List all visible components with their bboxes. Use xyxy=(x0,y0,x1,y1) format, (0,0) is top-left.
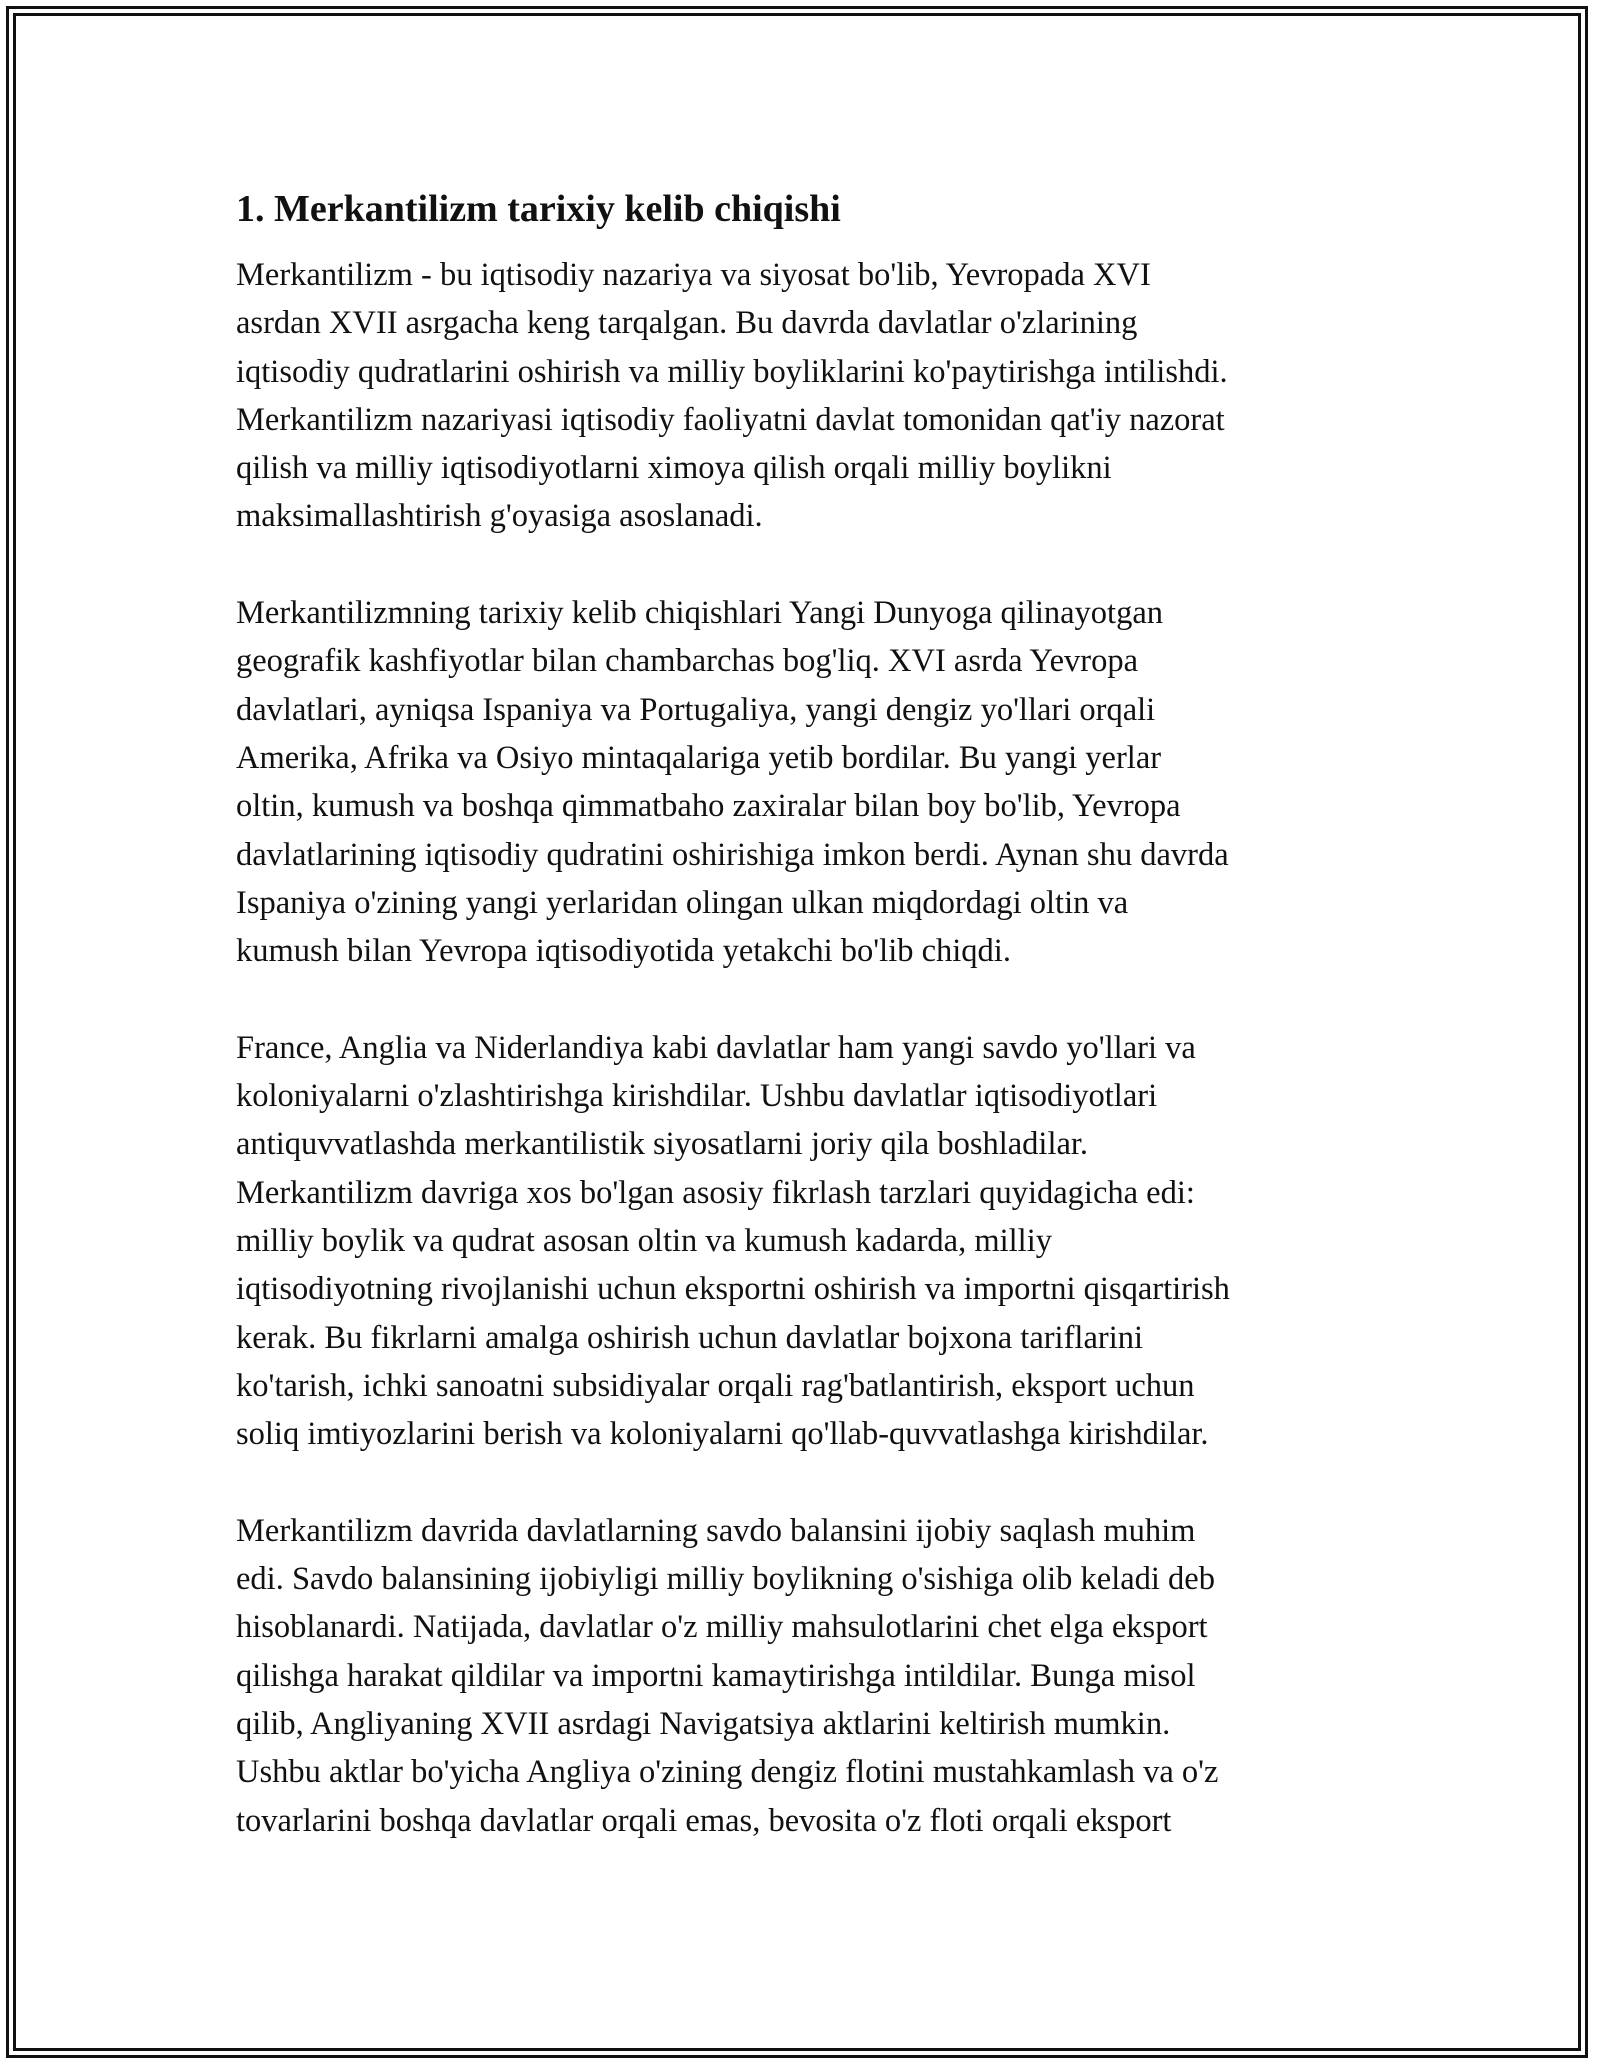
paragraph-line: kerak. Bu fikrlarni amalga oshirish uchun davlatlar bojxona tariflarini xyxy=(236,1319,1144,1356)
paragraph-line: Ushbu aktlar bo'yicha Angliya o'zining dengiz flotini mustahkamlash va o'z xyxy=(236,1754,1219,1791)
paragraph-line: Merkantilizmning tarixiy kelib chiqishlari Yangi Dunyoga qilinayotgan xyxy=(236,595,1164,632)
paragraph-2 xyxy=(236,589,1366,975)
paragraph-1 xyxy=(236,251,1366,541)
paragraph-line: Ispaniya o'zining yangi yerlaridan olingan ulkan miqdordagi oltin va xyxy=(236,884,1129,921)
paragraph-line: tovarlarini boshqa davlatlar orqali emas, bevosita o'z floti orqali eksport xyxy=(236,1802,1172,1839)
paragraph-line: qilish va milliy iqtisodiyotlarni ximoya qilish orqali milliy boylikni xyxy=(236,450,1112,487)
paragraph-line: davlatlari, ayniqsa Ispaniya va Portugaliya, yangi dengiz yo'llari orqali xyxy=(236,691,1156,728)
paragraph-line: asrdan XVII asrgacha keng tarqalgan. Bu davrda davlatlar o'zlarining xyxy=(236,305,1138,342)
paragraph-line: geografik kashfiyotlar bilan chambarchas bog'liq. XVI asrda Yevropa xyxy=(236,643,1139,680)
paragraph-line: ko'tarish, ichki sanoatni subsidiyalar orqali rag'batlantirish, eksport uchun xyxy=(236,1367,1195,1404)
paragraph-line: Merkantilizm - bu iqtisodiy nazariya va siyosat bo'lib, Yevropada XVI xyxy=(236,257,1151,293)
paragraph-line: France, Anglia va Niderlandiya kabi davlatlar ham yangi savdo yo'llari va xyxy=(236,1029,1196,1066)
paragraph-line: kumush bilan Yevropa iqtisodiyotida yetakchi bo'lib chiqdi. xyxy=(236,933,1011,970)
paragraph-line: edi. Savdo balansining ijobiyligi milliy boylikning o'sishiga olib keladi deb xyxy=(236,1561,1215,1598)
paragraph-line: Amerika, Afrika va Osiyo mintaqalariga yetib bordilar. Bu yangi yerlar xyxy=(236,739,1162,776)
paragraph-line: antiquvvatlashda merkantilistik siyosatlarni joriy qila boshladilar. xyxy=(236,1126,1089,1163)
paragraph-line: maksimallashtirish g'oyasiga asoslanadi. xyxy=(236,498,763,535)
paragraph-line: oltin, kumush va boshqa qimmatbaho zaxiralar bilan boy bo'lib, Yevropa xyxy=(236,788,1181,825)
paragraph-line: milliy boylik va qudrat asosan oltin va kumush kadarda, milliy xyxy=(236,1222,1052,1259)
paragraph-line: Merkantilizm nazariyasi iqtisodiy faoliyatni davlat tomonidan qat'iy nazorat xyxy=(236,401,1225,438)
section-heading: 1. Merkantilizm tarixiy kelib chiqishi xyxy=(236,188,841,230)
paragraph-line: iqtisodiy qudratlarini oshirish va milliy boyliklarini ko'paytirishga intilishdi. xyxy=(236,353,1228,390)
paragraph-line: qilib, Angliyaning XVII asrdagi Navigatsiya aktlarini keltirish mumkin. xyxy=(236,1705,1171,1742)
paragraph-3 xyxy=(236,1024,1366,1459)
paragraph-line: Merkantilizm davrida davlatlarning savdo balansini ijobiy saqlash muhim xyxy=(236,1512,1196,1549)
paragraph-line: hisoblanardi. Natijada, davlatlar o'z milliy mahsulotlarini chet elga eksport xyxy=(236,1609,1208,1646)
paragraph-line: davlatlarining iqtisodiy qudratini oshirishiga imkon berdi. Aynan shu davrda xyxy=(236,836,1229,873)
paragraph-4 xyxy=(236,1507,1366,1845)
paragraph-line: soliq imtiyozlarini berish va koloniyalarni qo'llab-quvvatlashga kirishdilar. xyxy=(236,1416,1209,1453)
paragraph-line: qilishga harakat qildilar va importni kamaytirishga intildilar. Bunga misol xyxy=(236,1657,1196,1694)
paragraph-line: iqtisodiyotning rivojlanishi uchun eksportni oshirish va importni qisqartirish xyxy=(236,1271,1230,1308)
document-body xyxy=(236,185,1366,1893)
paragraph-line: Merkantilizm davriga xos bo'lgan asosiy fikrlash tarzlari quyidagicha edi: xyxy=(236,1174,1195,1211)
paragraph-line: koloniyalarni o'zlashtirishga kirishdilar. Ushbu davlatlar iqtisodiyotlari xyxy=(236,1078,1158,1115)
